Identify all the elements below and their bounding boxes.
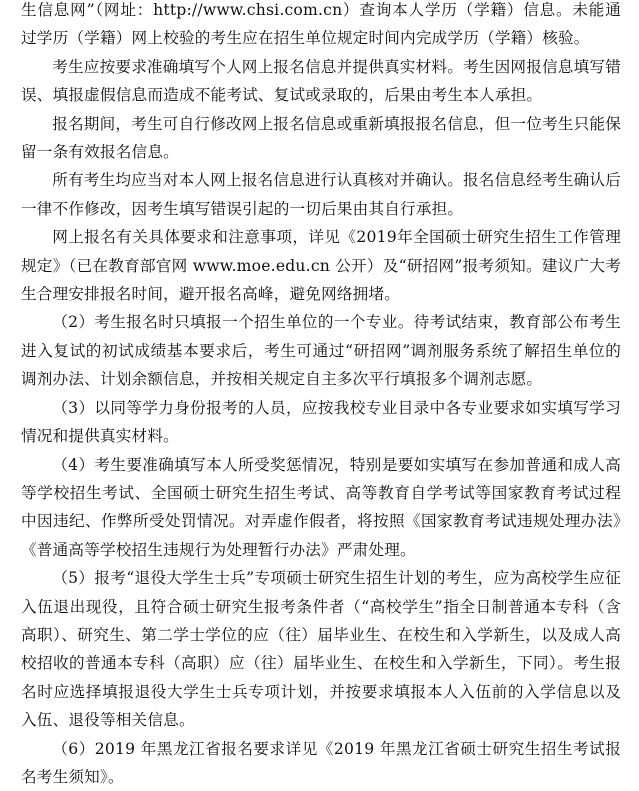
paragraph-item-2: （2）考生报名时只填报一个招生单位的一个专业。待考试结束，教育部公布考生进入复试的初试成绩基本要求后，考生可通过“研招网”调剂服务系统了解招生单位的调剂办法、计划余额信息，并按相关规定自主多次平行填报多个调剂志愿。 <box>21 313 621 389</box>
paragraph-confirm-info: 所有考生均应当对本人网上报名信息进行认真核对并确认。报名信息经考生确认后一律不作修改，因考生填写错误引起的一切后果由其自行承担。 <box>21 171 621 218</box>
paragraph-item-6: （6）2019 年黑龙江省报名要求详见《2019 年黑龙江省硕士研究生招生考试报名考生须知》。 <box>21 739 621 786</box>
paragraph-modify-registration: 报名期间，考生可自行修改网上报名信息或重新填报报名信息，但一位考生只能保留一条有效报名信息。 <box>21 114 621 162</box>
paragraph-xueli-verification: 生信息网”（网址：http://www.chsi.com.cn）查询本人学历（学籍）信息。未能通过学历（学籍）网上校验的考生应在招生单位规定时间内完成学历（学籍）核验。 <box>21 1 621 48</box>
paragraph-requirements-notice: 网上报名有关具体要求和注意事项，详见《2019年全国硕士研究生招生工作管理规定》（已在教育部官网 www.moe.edu.cn 公开）及“研招网”报考须知。建议广大考生合理安排报名时间，避开报名高峰，避免网络拥堵。 <box>21 228 621 304</box>
paragraph-item-3: （3）以同等学力身份报考的人员，应按我校专业目录中各专业要求如实填写学习情况和提供真实材料。 <box>21 398 621 446</box>
paragraph-item-5: （5）报考“退役大学生士兵”专项硕士研究生招生计划的考生，应为高校学生应征入伍退出现役，且符合硕士研究生报考条件者（“高校学生”指全日制普通本专科（含高职）、研究生、第二学士学位的应（往）届毕业生、在校生和入学新生，以及成人高校招收的普通本专科（高职）应（往）届毕业生、在校生和入学新生，下同）。考生报名时应选择填报退役大学生士兵专项计划，并按要求填报本人入伍前的入学信息以及入伍、退役等相关信息。 <box>21 569 621 730</box>
paragraph-accurate-info: 考生应按要求准确填写个人网上报名信息并提供真实材料。考生因网报信息填写错误、填报虚假信息而造成不能考试、复试或录取的，后果由考生本人承担。 <box>21 57 621 105</box>
paragraph-item-4: （4）考生要准确填写本人所受奖惩情况，特别是要如实填写在参加普通和成人高等学校招生考试、全国硕士研究生招生考试、高等教育自学考试等国家教育考试过程中因违纪、作弊所受处罚情况。对弄虚作假者，将按照《国家教育考试违规处理办法》《普通高等学校招生违规行为处理暂行办法》严肃处理。 <box>21 455 621 559</box>
